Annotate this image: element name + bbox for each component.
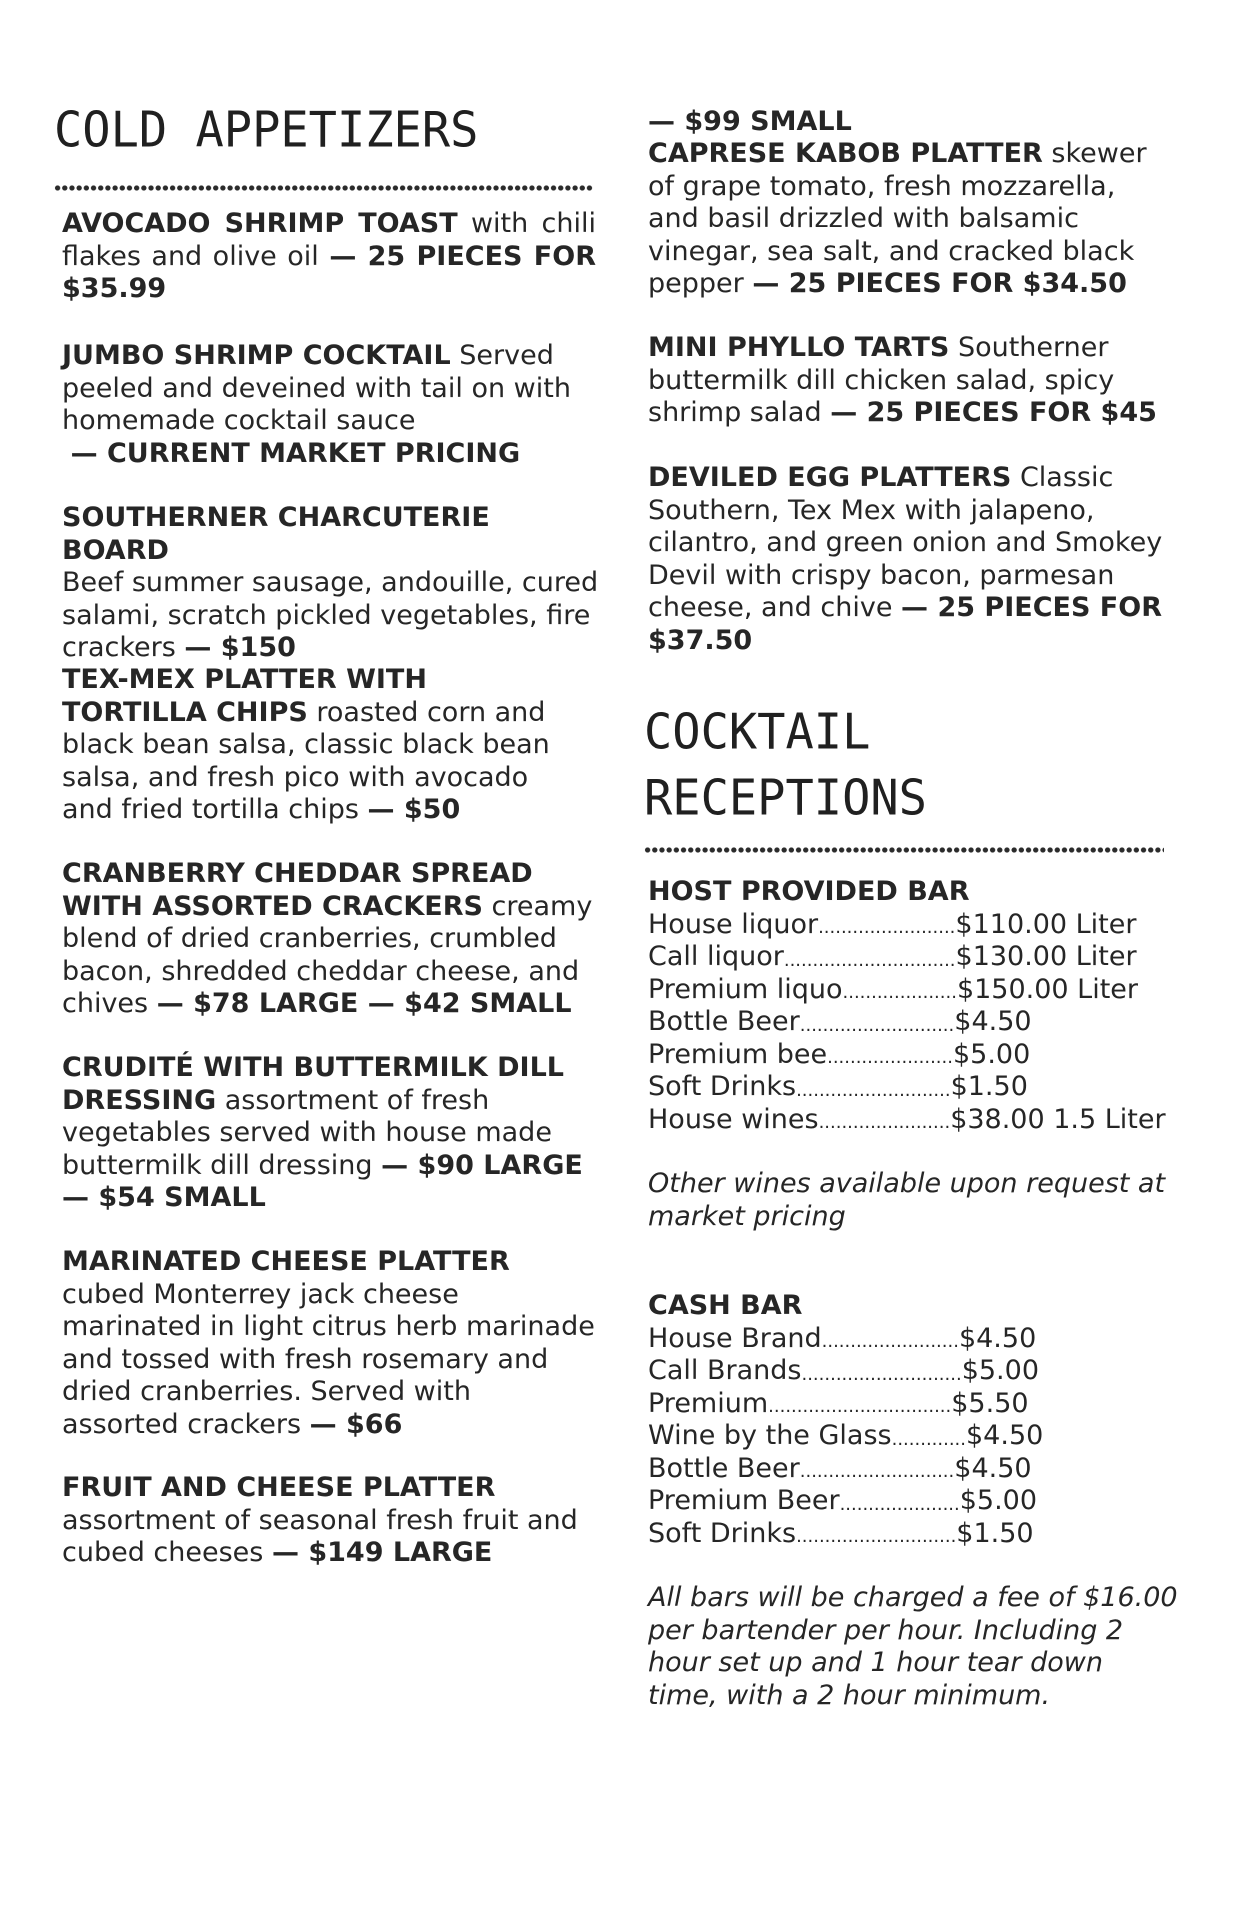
host-bar-title: HOST PROVIDED BAR xyxy=(648,876,970,907)
cash-bar-note: All bars will be charged a fee of $16.00 per bartender per hour. Including 2 hour set up and 1 hour tear down time, with a 2 hour minimum. xyxy=(648,1582,1178,1711)
bar-item-price: $38.00 1.5 Liter xyxy=(950,1103,1166,1135)
dot-leader: ...................... xyxy=(827,1047,953,1068)
item-price: — $66 xyxy=(309,1408,403,1440)
bar-item-label: House liquor xyxy=(648,908,819,940)
item-price: — CURRENT MARKET PRICING xyxy=(70,437,521,469)
bar-item-label: House wines xyxy=(648,1103,819,1135)
item-name: SOUTHERNER CHARCUTERIE BOARD xyxy=(62,502,490,566)
dot-leader: ........................... xyxy=(799,1014,955,1036)
cash-bar-title: CASH BAR xyxy=(648,1290,803,1321)
item-description: roasted corn and black bean salsa, classic black bean salsa, and fresh pico with avocado and fried tortilla chips xyxy=(62,696,550,825)
cocktail-receptions-header xyxy=(644,700,1164,854)
dot-leader: ..................... xyxy=(839,1493,960,1515)
item-price: — $150 xyxy=(184,632,296,663)
item-price: — 25 PIECES FOR $37.50 xyxy=(648,592,1162,656)
menu-item-mini-phyllo-tarts xyxy=(648,332,1168,430)
menu-item-charcuterie-board xyxy=(62,502,602,665)
list-item xyxy=(648,909,1208,942)
dot-leader: .................... xyxy=(842,982,957,1003)
menu-item-tex-mex-platter xyxy=(62,664,572,827)
menu-item-jumbo-shrimp-cocktail xyxy=(62,340,596,470)
bar-item-label: Bottle Beer xyxy=(648,1006,800,1037)
dot-leader: ........................ xyxy=(821,1331,959,1352)
bar-item-price: $5.00 xyxy=(961,1355,1039,1386)
item-description: with chili flakes and olive oil xyxy=(62,208,596,272)
item-description: Served peeled and deveined with tail on with homemade cocktail sauce xyxy=(62,340,571,436)
dotted-divider xyxy=(54,184,594,192)
bar-item-label: Premium Beer xyxy=(648,1485,840,1516)
menu-item-caprese-kabob-platter xyxy=(648,138,1168,301)
item-name: FRUIT AND CHEESE PLATTER xyxy=(62,1472,496,1503)
host-bar-note: Other wines available upon request at market pricing xyxy=(648,1168,1166,1232)
cash-bar-list xyxy=(648,1323,1208,1551)
item-name: MARINATED CHEESE PLATTER xyxy=(62,1246,510,1277)
item-description: creamy blend of dried cranberries, crumbled bacon, shredded cheddar cheese, and chives xyxy=(62,890,593,1019)
item-description: Classic Southern, Tex Mex with jalapeno, cilantro, and green onion and Smokey Devil with crispy bacon, parmesan cheese, and chive xyxy=(648,462,1163,623)
item-description: assortment of fresh vegetables served with house made buttermilk dill dressing xyxy=(62,1084,552,1181)
continued-price: — $99 SMALL xyxy=(648,106,852,137)
cocktail-receptions-heading-line1: COCKTAIL xyxy=(644,703,871,762)
list-item xyxy=(648,1453,1208,1486)
cash-bar xyxy=(648,1290,1208,1712)
list-item xyxy=(648,1420,1208,1453)
host-provided-bar xyxy=(648,876,1208,1233)
item-name: JUMBO SHRIMP COCKTAIL xyxy=(62,340,451,371)
item-price: — 25 PIECES FOR $34.50 xyxy=(752,268,1127,299)
item-description: cubed Monterrey jack cheese marinated in light citrus herb marinade and tossed with fresh rosemary and dried cranberries. Served with assorted crackers xyxy=(62,1278,595,1440)
item-price: — $90 LARGE — $54 SMALL xyxy=(62,1149,583,1213)
item-name: CRUDITÉ WITH BUTTERMILK DILL DRESSING xyxy=(62,1052,564,1116)
bar-item-price: $5.00 xyxy=(959,1485,1038,1516)
item-description: Beef summer sausage, andouille, cured salami, scratch pickled vegetables, fire crackers xyxy=(62,567,599,663)
list-item xyxy=(648,1071,1208,1104)
item-name: CRANBERRY CHEDDAR SPREAD WITH ASSORTED CRACKERS xyxy=(62,858,533,922)
dot-leader: ............. xyxy=(891,1428,966,1450)
cold-appetizers-header xyxy=(54,98,594,192)
bar-item-label: Call Brands xyxy=(648,1355,802,1386)
cocktail-receptions-heading-line2: RECEPTIONS xyxy=(644,769,927,828)
bar-item-price: $4.50 xyxy=(966,1420,1044,1451)
item-price: — $50 xyxy=(367,794,461,825)
menu-item-fruit-and-cheese-platter xyxy=(62,1472,596,1570)
bar-item-label: Premium xyxy=(648,1387,769,1419)
list-item xyxy=(648,974,1208,1007)
item-description: Southerner buttermilk dill chicken salad, spicy shrimp salad xyxy=(648,332,1115,428)
item-name: AVOCADO SHRIMP TOAST xyxy=(62,208,458,239)
bar-item-price: $5.00 xyxy=(952,1038,1031,1070)
dot-leader: .............................. xyxy=(783,949,956,971)
menu-item-deviled-egg-platters xyxy=(648,462,1168,657)
bar-item-label: Call liquor xyxy=(648,941,784,972)
host-bar-list xyxy=(648,909,1208,1137)
menu-item-cranberry-cheddar-spread xyxy=(62,858,596,1021)
bar-item-price: $150.00 Liter xyxy=(956,973,1139,1005)
bar-item-price: $4.50 xyxy=(958,1322,1037,1354)
bar-item-label: Wine by the Glass xyxy=(648,1420,892,1451)
list-item xyxy=(648,1518,1208,1551)
bar-item-label: Premium bee xyxy=(648,1038,828,1070)
list-item xyxy=(648,1006,1208,1039)
bar-item-label: Premium liquo xyxy=(648,973,843,1005)
bar-item-label: Soft Drinks xyxy=(648,1071,797,1102)
list-item xyxy=(648,1323,1208,1356)
menu-item-crudite xyxy=(62,1052,596,1215)
menu-item-avocado-shrimp-toast xyxy=(62,208,596,306)
dot-leader: ........................ xyxy=(818,917,956,938)
bar-item-price: $5.50 xyxy=(951,1387,1029,1419)
list-item xyxy=(648,1039,1208,1072)
bar-item-label: House Brand xyxy=(648,1322,822,1354)
dot-leader: ............................ xyxy=(796,1526,957,1547)
item-name: CAPRESE KABOB PLATTER xyxy=(648,138,1043,169)
bar-item-label: Soft Drinks xyxy=(648,1517,797,1549)
dotted-divider xyxy=(644,846,1164,854)
dot-leader: ........................... xyxy=(796,1079,951,1101)
list-item xyxy=(648,1355,1208,1388)
bar-item-price: $110.00 Liter xyxy=(955,908,1137,940)
bar-item-price: $4.50 xyxy=(954,1452,1032,1484)
menu-item-marinated-cheese-platter xyxy=(62,1246,596,1441)
bar-item-price: $1.50 xyxy=(950,1071,1028,1102)
dot-leader: ........................... xyxy=(799,1461,955,1482)
bar-item-price: $1.50 xyxy=(956,1517,1034,1549)
bar-item-label: Bottle Beer xyxy=(648,1452,800,1484)
item-price: — 25 PIECES FOR $35.99 xyxy=(62,240,596,304)
dot-leader: ............................ xyxy=(801,1363,962,1385)
item-description: assortment of seasonal fresh fruit and cubed cheeses xyxy=(62,1504,578,1568)
item-name: TEX-MEX PLATTER WITH TORTILLA CHIPS xyxy=(62,664,427,728)
item-price: — $149 LARGE xyxy=(271,1537,493,1568)
dot-leader: ................................ xyxy=(768,1396,952,1417)
list-item xyxy=(648,1388,1208,1421)
bar-item-price: $4.50 xyxy=(954,1006,1032,1037)
item-price: — $78 LARGE — $42 SMALL xyxy=(156,988,572,1019)
bar-item-price: $130.00 Liter xyxy=(955,941,1137,972)
cold-appetizers-heading: COLD APPETIZERS xyxy=(54,101,479,160)
item-name: DEVILED EGG PLATTERS xyxy=(648,462,1012,493)
list-item xyxy=(648,1485,1208,1518)
item-description: skewer of grape tomato, fresh mozzarella, and basil drizzled with balsamic vinegar, sea salt, and cracked black pepper xyxy=(648,138,1147,299)
list-item xyxy=(648,1104,1208,1137)
dot-leader: ....................... xyxy=(818,1112,951,1133)
item-price: — 25 PIECES FOR $45 xyxy=(830,397,1157,428)
item-name: MINI PHYLLO TARTS xyxy=(648,332,950,363)
list-item xyxy=(648,941,1208,974)
